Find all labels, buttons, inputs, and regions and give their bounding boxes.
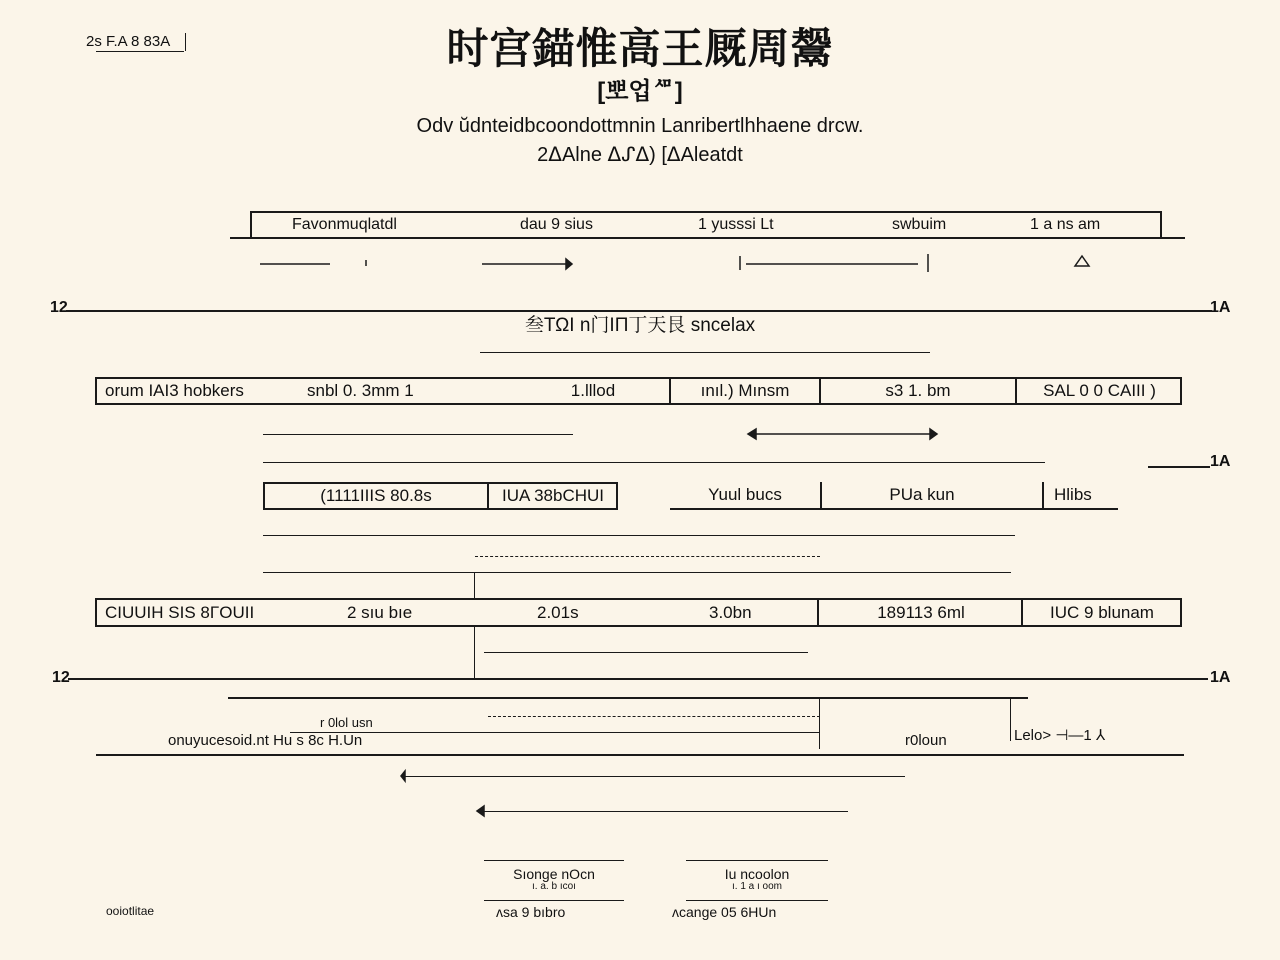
table-cell: 3.0bn	[657, 600, 819, 625]
left-label: onuyucesoid.nt Hu s 8c H.Un	[168, 732, 363, 749]
signature-rule-top	[484, 860, 624, 861]
margin-label-left-bottom: 12	[52, 669, 70, 686]
table-cell: IUA 38bCHUI	[501, 486, 605, 505]
arrow-head	[930, 429, 937, 439]
table-cell: Hlibs	[1042, 482, 1130, 508]
signature-ref: ʌcange 05 6HUn	[672, 904, 777, 920]
table-cell: IUC 9 blunam	[1050, 602, 1154, 622]
small-label: r 0lol usn	[320, 715, 373, 730]
page-description: Odv ŭdnteidbcoondottmnin Lanribertlhhaene drcw.	[416, 115, 864, 137]
arrow-head	[748, 429, 756, 439]
table-cell: s3 1. bm	[821, 379, 1017, 403]
mid-label: r0loun	[905, 732, 947, 749]
triangle-marker	[1075, 256, 1089, 266]
section-title: 叁ΤΩΙ n门ΙΠ丁天艮 sncelax	[524, 315, 756, 336]
table-cell: Yuul bucs	[670, 482, 822, 508]
margin-label-right-bottom: 1A	[1210, 669, 1231, 686]
signature-name: Sıonge nOcn	[513, 866, 595, 882]
row1-cell: Favonmuqlatdl	[292, 216, 397, 233]
page-title: 时宫錨惟高王厩周鬶	[446, 25, 834, 72]
row1-cell: 1 yusssi Lt	[698, 216, 774, 233]
margin-label-right-mid: 1A	[1210, 453, 1231, 470]
arrow-head	[401, 771, 405, 781]
footer-note: ooiotlitae	[106, 904, 155, 918]
table-cell: SAL 0 0 CAIII )	[1043, 381, 1156, 400]
row1-cell: 1 a ns am	[1030, 216, 1101, 233]
table-cell: orum IAI3 hobkers	[105, 381, 244, 400]
table-cell: PUa kun	[889, 485, 955, 504]
table-cell: 189113 6ml	[821, 600, 1023, 625]
table-cell: 2.01s	[537, 602, 579, 622]
table-cell: (1111IIIS 80.8s	[265, 484, 489, 508]
signature-rule-bottom	[484, 900, 624, 901]
table-cell: ınıl.) Mınsm	[671, 379, 821, 403]
date-line: 2ᐃAlne ᐃᔑᐃ) [ᐃAleatdt	[537, 144, 743, 166]
signature-subline: ı. a. b ıcoı	[532, 881, 576, 892]
arrow-head	[477, 806, 484, 816]
arrow-head	[566, 259, 572, 269]
signature-ref: ʌsa 9 bıbro	[496, 904, 566, 920]
margin-label-right-top: 1A	[1210, 299, 1231, 316]
row1-cell: dau 9 sius	[520, 216, 593, 233]
table-cell: snbl 0. 3mm 1	[307, 381, 414, 400]
signature-rule-bottom	[686, 900, 828, 901]
corner-reference: 2s F.A 8 83A	[86, 33, 171, 50]
right-label: Lelo> ⊣—1 ⅄	[1014, 727, 1106, 744]
table-cell: 1.lllod	[517, 379, 671, 403]
signature-rule-top	[686, 860, 828, 861]
signature-subline: ı. 1 a ı oom	[731, 881, 783, 892]
row1-cell: swbuim	[892, 216, 947, 233]
signature-name: Iu ncoolon	[724, 866, 790, 882]
margin-label-left-top: 12	[50, 299, 68, 316]
page-subtitle: [뽀업ᄱ]	[597, 78, 683, 105]
table-cell: 2 sıu bıe	[347, 602, 413, 622]
table-cell: CIUUIH SIS 8ΓΟUII	[105, 602, 255, 622]
